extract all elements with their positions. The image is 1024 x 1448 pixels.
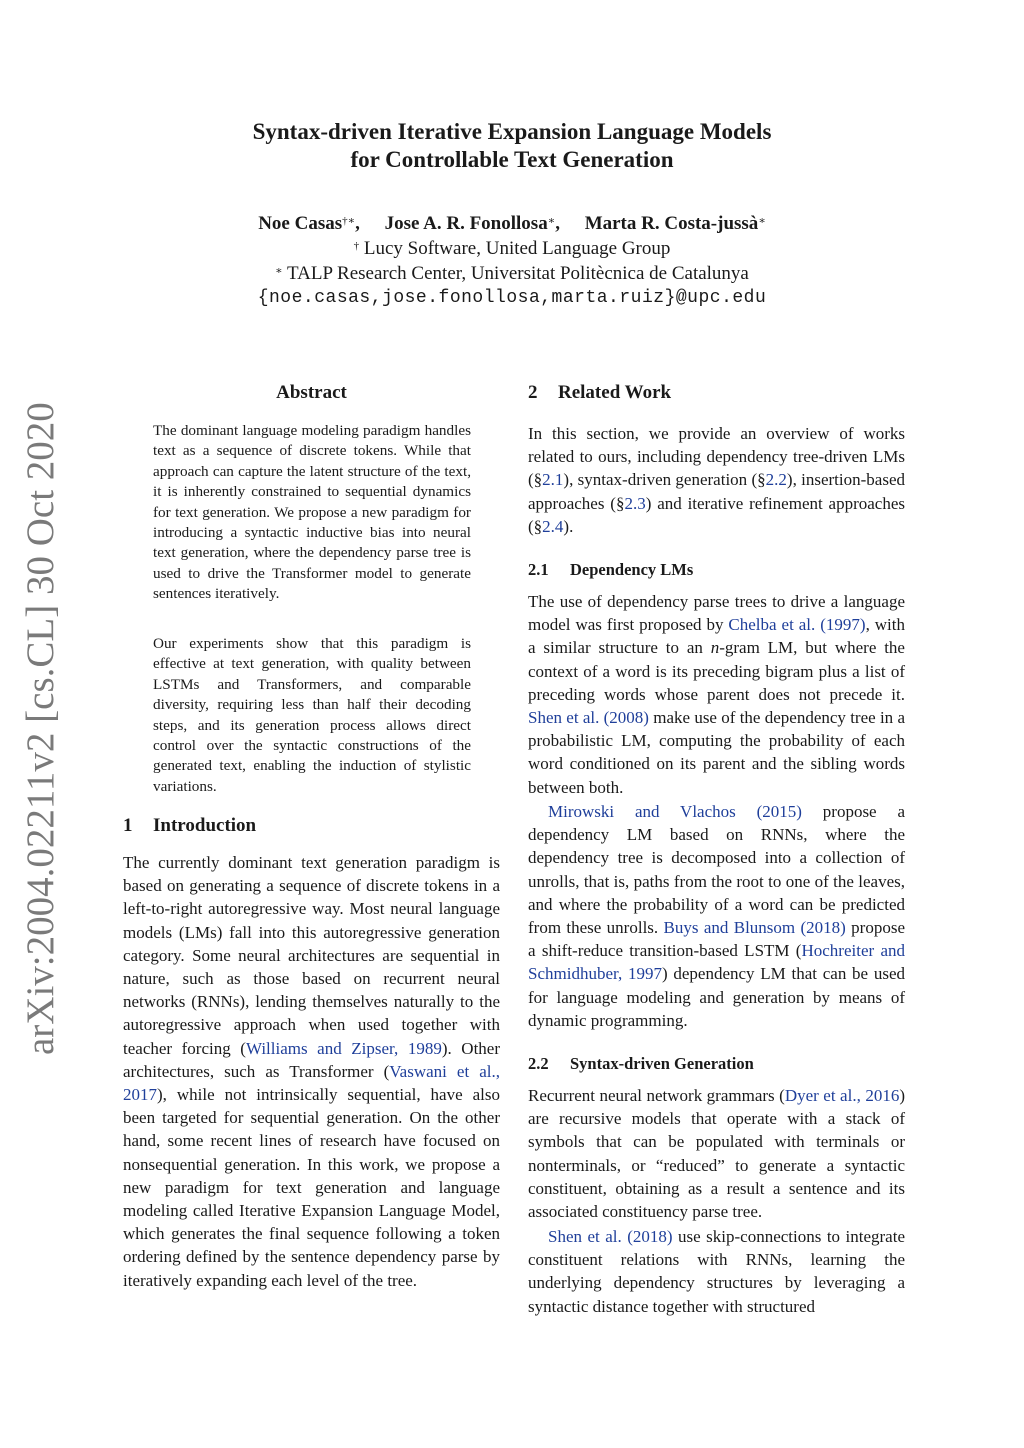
author-1: Noe Casas†∗, xyxy=(258,213,360,234)
arxiv-stamp: arXiv:2004.02211v2 [cs.CL] 30 Oct 2020 xyxy=(19,402,62,1055)
author-2: Jose A. R. Fonollosa∗, xyxy=(384,213,560,234)
abstract-paragraph-1: The dominant language modeling paradigm handles text as a sequence of discrete tokens. While that approach can capture the latent structure of the text, it is inherently constrained to sequential dynamics for text generation. We propose a new paradigm for introducing a syntactic inductive bias into neural text generation, where the dependency parse tree is used to drive the Transformer model to generate sentences iteratively. xyxy=(153,422,471,603)
syntax-driven-paragraph-1: Recurrent neural network grammars (Dyer et al., 2016) are recursive models that operate with a stack of symbols that can be populated with terminals or nonterminals, or “reduced” to generate a syntactic constituent, obtaining as a result a sentence and its associated constituency parse tree. xyxy=(528,1086,905,1222)
citation-mirowski-vlachos[interactable]: Mirowski and Vlachos (2015) xyxy=(548,802,802,821)
citation-shen-2018[interactable]: Shen et al. (2018) xyxy=(548,1227,673,1246)
author-emails: {noe.casas,jose.fonollosa,marta.ruiz}@upc.edu xyxy=(257,288,767,308)
citation-buys-blunsom[interactable]: Buys and Blunsom (2018) xyxy=(663,918,846,938)
citation-vaswani[interactable]: Vaswani et al., 2017 xyxy=(123,1061,500,1105)
section-heading-related-work: 2 Related Work xyxy=(528,382,672,403)
author-block xyxy=(0,211,1024,311)
dependency-lms-paragraph-2: Mirowski and Vlachos (2015) propose a dependency LM based on RNNs, where the dependency tree is decomposed into a collection of unrolls, that is, paths from the root to one of the leaves, and where the probability of a word can be predicted from these unrolls. Buys and Blunsom (2018) propose a shift-reduce transition-based LSTM (Hochreiter and Schmidhuber, 1997) dependency LM that can be used for language modeling and generation by means of dynamic programming. xyxy=(528,802,906,1030)
ref-section-2-4[interactable]: 2.4 xyxy=(542,516,564,536)
citation-shen-2008[interactable]: Shen et al. (2008) xyxy=(528,708,649,728)
syntax-driven-paragraph-2: Shen et al. (2018) use skip-connections to integrate constituent relations with RNNs, learning the underlying dependency structures by leveraging a syntactic distance together with structured xyxy=(528,1227,905,1316)
citation-hochreiter[interactable]: Hochreiter and Schmidhuber, 1997 xyxy=(528,941,906,984)
ref-section-2-3[interactable]: 2.3 xyxy=(624,493,646,513)
citation-williams-zipser[interactable]: Williams and Zipser, 1989 xyxy=(245,1038,442,1058)
related-work-paragraph: In this section, we provide an overview of works related to ours, including dependency tree-driven LMs (§2.1), syntax-driven generation (§2.2), insertion-based approaches (§2.3) and iterative refinement approaches (§2.4). xyxy=(528,424,905,536)
paper-title xyxy=(0,118,1024,174)
affiliation-1: † Lucy Software, United Language Group xyxy=(353,238,671,259)
title-line-2: for Controllable Text Generation xyxy=(350,147,674,172)
abstract-heading: Abstract xyxy=(276,382,347,403)
introduction-paragraph: The currently dominant text generation paradigm is based on generating a sequence of discrete tokens in a left-to-right autoregressive way. Most neural language models (LMs) fall into this autoregressive generation category. Some neural architectures are sequential in nature, such as those based on recurrent neural networks (RNNs), lending themselves naturally to the autoregressive approach when used together with teacher forcing (Williams and Zipser, 1989). Other architectures, such as Transformer (Vaswani et al., 2017), while not intrinsically sequential, have also been targeted for sequential generation. On the other hand, some recent lines of research have focused on nonsequential generation. In this work, we propose a new paradigm for text generation and language modeling called Iterative Expansion Language Model, which generates the final sequence following a token ordering defined by the sentence dependency parse by iteratively expanding each level of the tree. xyxy=(123,853,501,1290)
dependency-lms-paragraph-1: The use of dependency parse trees to drive a language model was first proposed by Chelba et al. (1997), with a similar structure to an n-gram LM, but where the context of a word is its preceding bigram plus a list of preceding words whose parent does not precede it. Shen et al. (2008) make use of the dependency tree in a probabilistic LM, computing the probability of each word conditioned on its parent and the sibling words between both. xyxy=(528,592,905,797)
abstract-paragraph-2: Our experiments show that this paradigm is effective at text generation, with quality between LSTMs and Transformers, and comparable diversity, requiring less than half their decoding steps, and its generation process allows direct control over the syntactic constructions of the generated text, enabling the induction of stylistic variations. xyxy=(153,635,471,795)
ref-section-2-1[interactable]: 2.1 xyxy=(542,470,564,490)
author-names xyxy=(0,211,1024,236)
subsection-heading-syntax-driven-generation: 2.2 Syntax-driven Generation xyxy=(528,1054,754,1073)
ref-section-2-2[interactable]: 2.2 xyxy=(765,470,787,490)
citation-dyer[interactable]: Dyer et al., 2016 xyxy=(784,1086,900,1105)
title-line-1: Syntax-driven Iterative Expansion Language Models xyxy=(252,119,772,144)
section-heading-introduction: 1 Introduction xyxy=(123,815,257,836)
author-3: Marta R. Costa-jussà∗ xyxy=(584,213,766,234)
affiliation-2: ∗ TALP Research Center, Universitat Politècnica de Catalunya xyxy=(275,263,749,284)
subsection-heading-dependency-lms: 2.1 Dependency LMs xyxy=(528,560,694,579)
citation-chelba[interactable]: Chelba et al. (1997) xyxy=(728,615,866,635)
